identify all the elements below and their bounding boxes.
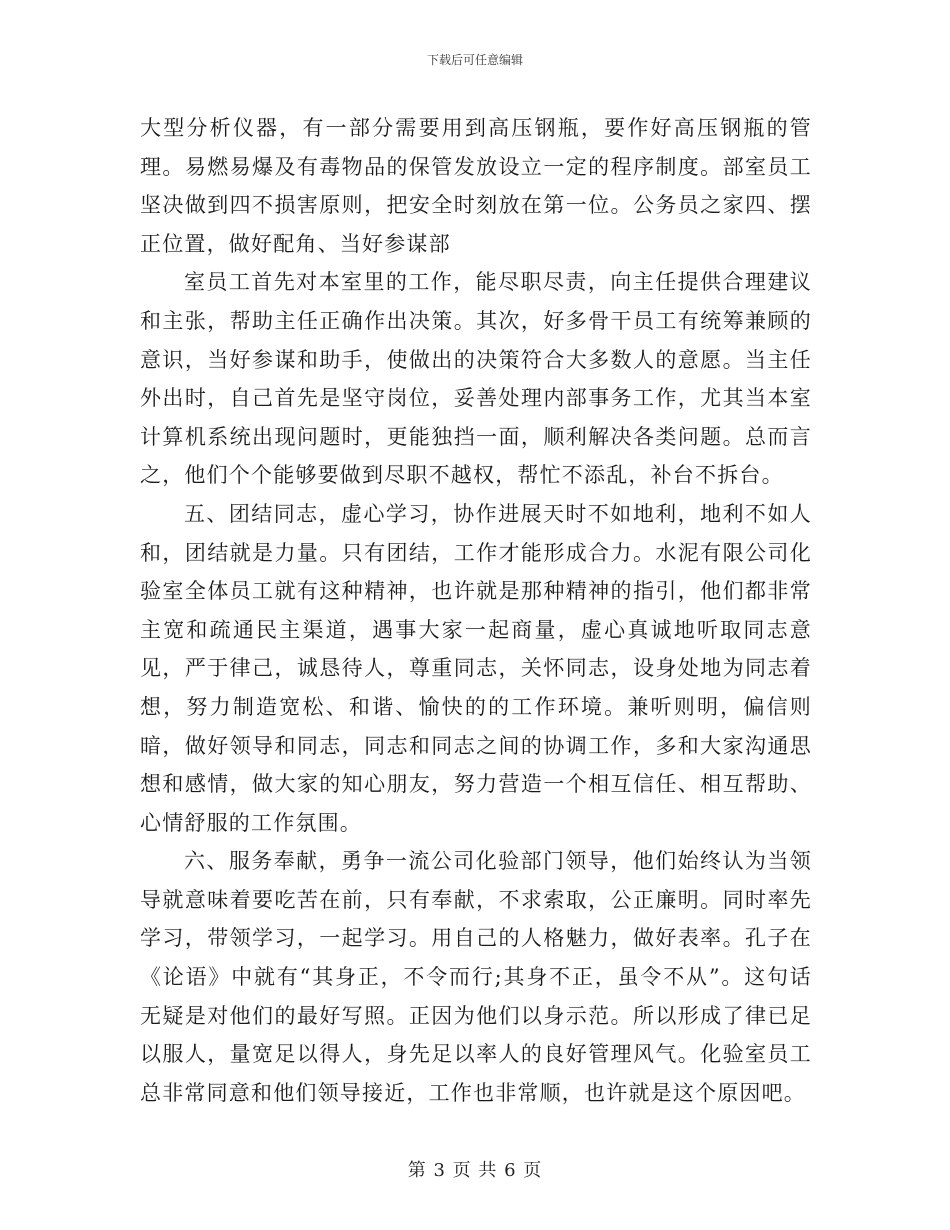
- paragraph-2: 室员工首先对本室里的工作，能尽职尽责，向主任提供合理建议和主张，帮助主任正确作出决策。其次，好多骨干员工有统筹兼顾的意识，当好参谋和助手，使做出的决策符合大多数人的意愿。当主任外出时，自己首先是坚守岗位，妥善处理内部事务工作，尤其当本室计算机系统出现问题时，更能独挡一面，顺利解决各类问题。总而言之，他们个个能够要做到尽职不越权，帮忙不添乱，补台不拆台。: [140, 270, 812, 488]
- paragraph-3: 五、团结同志，虚心学习，协作进展天时不如地利，地利不如人和，团结就是力量。只有团结，工作才能形成合力。水泥有限公司化验室全体员工就有这种精神，也许就是那种精神的指引，他们都非常主宽和疏通民主渠道，遇事大家一起商量，虚心真诚地听取同志意见，严于律己，诚恳待人，尊重同志，关怀同志，设身处地为同志着想，努力制造宽松、和谐、愉快的的工作环境。兼听则明，偏信则暗，做好领导和同志，同志和同志之间的协调工作，多和大家沟通思想和感情，做大家的知心朋友，努力营造一个相互信任、相互帮助、心情舒服的工作氛围。: [140, 501, 812, 835]
- page-number-footer: 第 3 页 共 6 页: [407, 1160, 543, 1181]
- paragraph-1: 大型分析仪器，有一部分需要用到高压钢瓶，要作好高压钢瓶的管理。易燃易爆及有毒物品的保管发放设立一定的程序制度。部室员工坚决做到四不损害原则，把安全时刻放在第一位。公务员之家四、摆正位置，做好配角、当好参谋部: [140, 116, 812, 256]
- document-body: [140, 109, 812, 1112]
- paragraph-4: 六、服务奉献，勇争一流公司化验部门领导，他们始终认为当领导就意味着要吃苦在前，只有奉献，不求索取，公正廉明。同时率先学习，带领学习，一起学习。用自己的人格魅力，做好表率。孔子在《论语》中就有“其身正，不令而行;其身不正，虽令不从”。这句话无疑是对他们的最好写照。正因为他们以身示范。所以形成了律已足以服人，量宽足以得人，身先足以率人的良好管理风气。化验室员工总非常同意和他们领导接近，工作也非常顺，也许就是这个原因吧。: [140, 849, 812, 1105]
- page-header: 下载后可任意编辑: [426, 53, 523, 67]
